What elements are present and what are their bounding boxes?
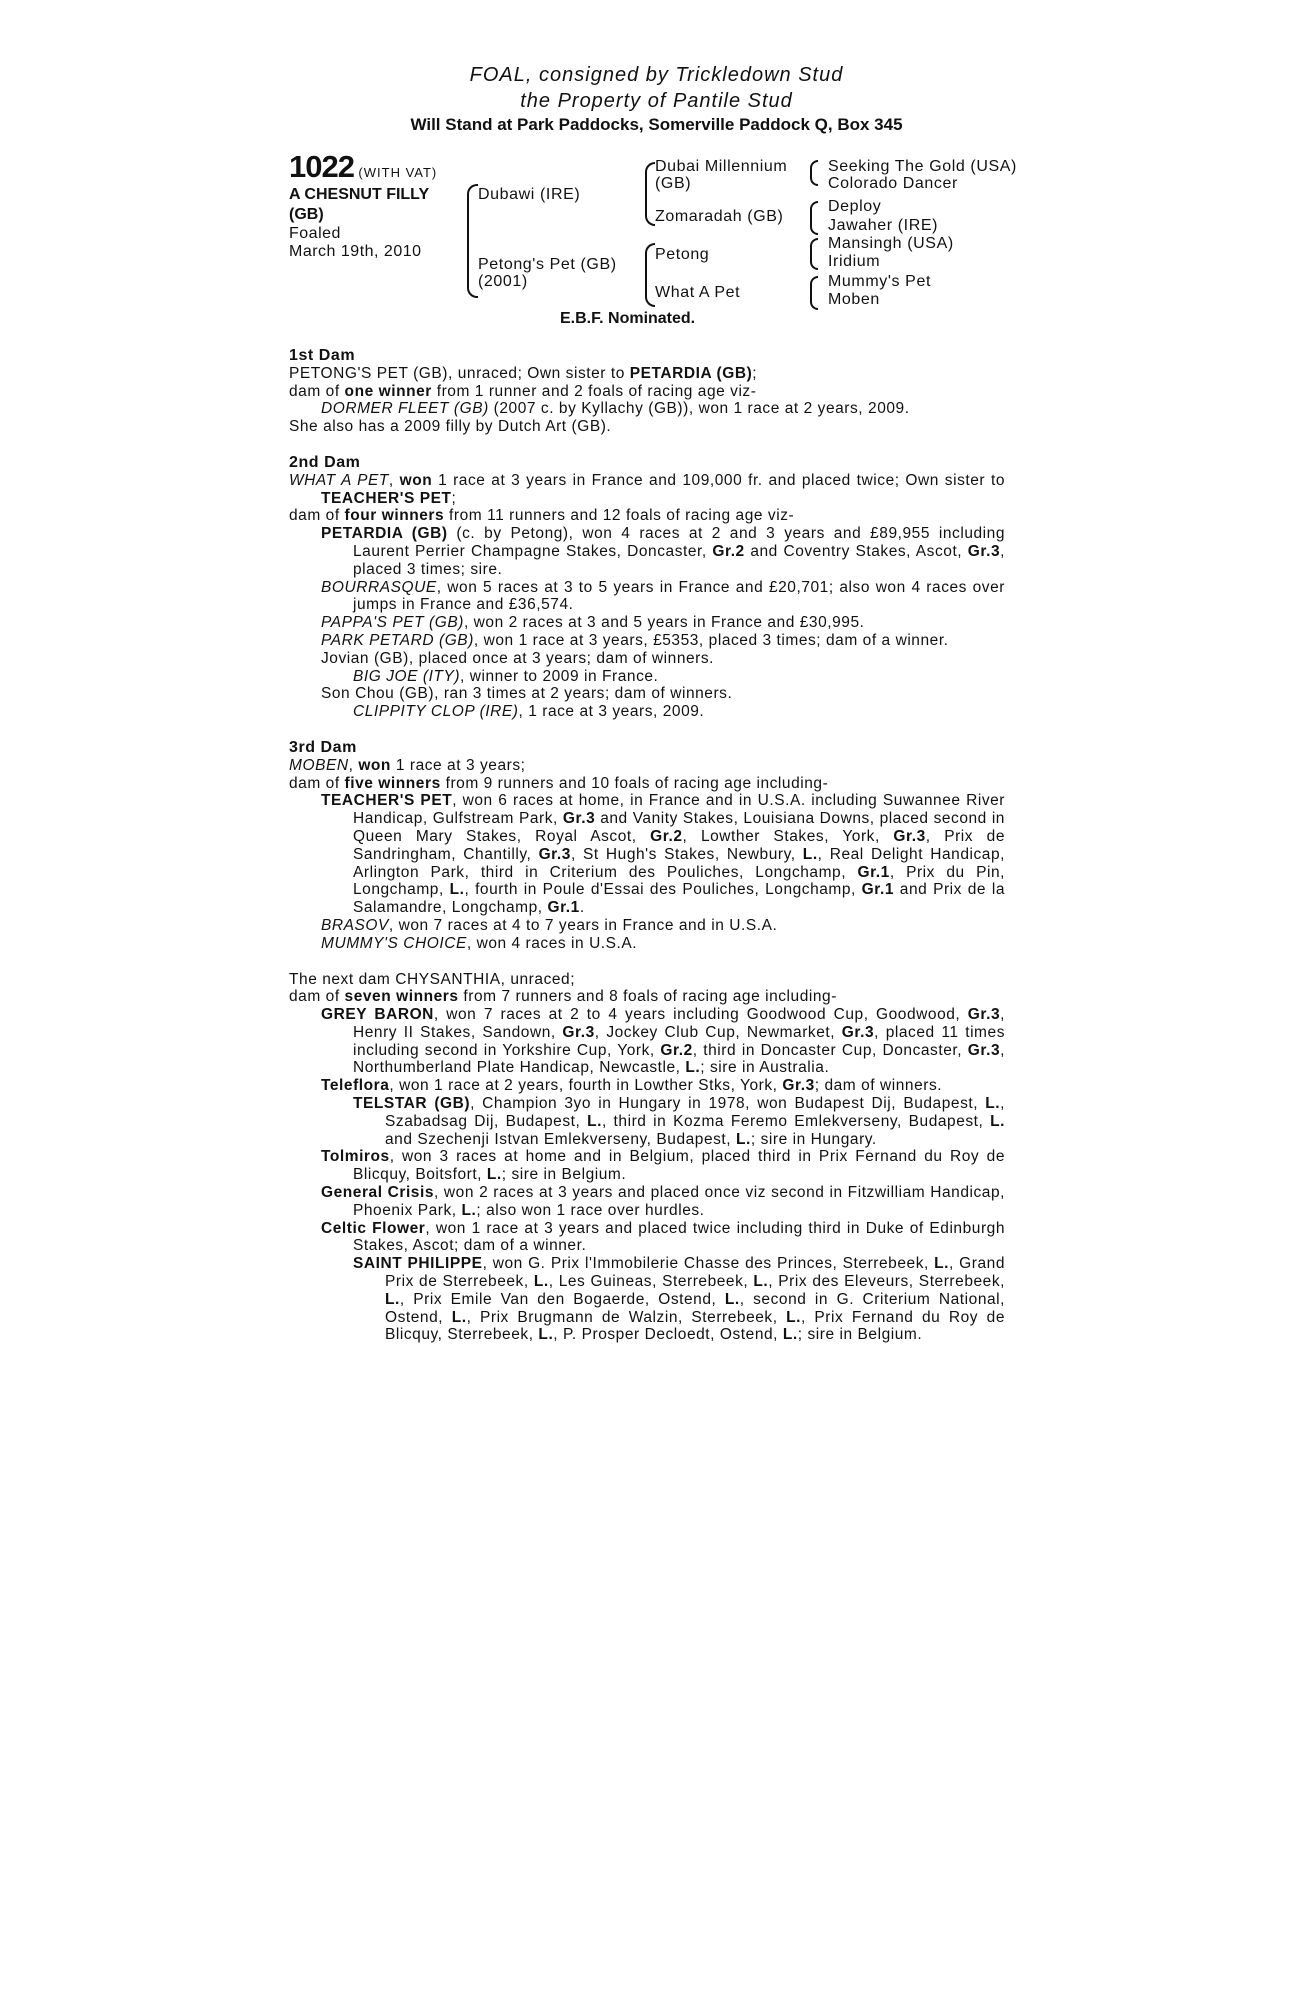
produce-item: General Crisis, won 2 races at 3 years and placed once viz second in Fitzwilliam Handicap, Phoenix Park, L.; also won 1 race over hurdles. (321, 1184, 1006, 1219)
gg-dam-4: Moben (828, 291, 880, 308)
produce-item: Teleflora, won 1 race at 2 years, fourth in Lowther Stks, York, Gr.3; dam of winners. (321, 1077, 943, 1095)
horse-name-line1: A CHESNUT FILLY (289, 186, 430, 203)
dam-year: (2001) (478, 273, 528, 290)
pedigree-brace-sd (810, 201, 818, 235)
sire-name: Dubawi (IRE) (478, 186, 581, 203)
second-dam-produce-summary: dam of four winners from 11 runners and 12 foals of racing age viz- (289, 507, 795, 525)
ebf-nomination: E.B.F. Nominated. (560, 310, 696, 327)
lot-number: 1022 (289, 149, 354, 184)
third-dam-heading: 3rd Dam (289, 738, 357, 756)
property-line: the Property of Pantile Stud (520, 90, 793, 112)
next-dam-produce-summary: dam of seven winners from 7 runners and 8 foals of racing age including- (289, 988, 837, 1006)
dams-sire: Petong (655, 246, 710, 263)
dams-dam: What A Pet (655, 284, 741, 301)
pedigree-brace-ds (810, 238, 818, 270)
produce-item: TEACHER'S PET, won 6 races at home, in France and in U.S.A. including Suwannee River Handicap, Gulfstream Park, Gr.3 and Vanity Stakes, Louisiana Downs, placed second in Queen Mary Stakes, Royal Ascot, Gr.2, Lowther Stakes, York, Gr.3, Prix de Sandringham, Chantilly, Gr.3, St Hugh's Stakes, Newbury, L., Real Delight Handicap, Arlington Park, third in Criterium des Pouliches, Longchamp, Gr.1, Prix du Pin, Longchamp, L., fourth in Poule d'Essai des Pouliches, Longchamp, Gr.1 and Prix de la Salamandre, Longchamp, Gr.1. (321, 792, 1005, 917)
foaled-label: Foaled (289, 225, 341, 242)
gg-sire-1: Seeking The Gold (USA) (828, 158, 1017, 175)
sires-sire-country: (GB) (655, 175, 692, 192)
consignor-line: FOAL, consigned by Trickledown Stud (469, 64, 844, 86)
produce-item: BIG JOE (ITY), winner to 2009 in France. (353, 667, 659, 685)
pedigree-brace-ss (810, 160, 818, 186)
gg-sire-3: Mansingh (USA) (828, 235, 954, 252)
first-dam-foal: DORMER FLEET (GB) (2007 c. by Kyllachy (GB)), won 1 race at 2 years, 2009. (321, 400, 910, 418)
vat-note: (WITH VAT) (358, 165, 438, 180)
produce-item: Tolmiros, won 3 races at home and in Belgium, placed third in Prix Fernand du Roy de Blicquy, Boitsfort, L.; sire in Belgium. (321, 1148, 1005, 1184)
pedigree-brace-dam (645, 243, 655, 307)
sires-dam: Zomaradah (GB) (655, 208, 784, 225)
first-dam-heading: 1st Dam (289, 347, 356, 364)
section-spacer (289, 953, 1005, 971)
pedigree-brace-sire (645, 162, 655, 226)
third-dam-entry: MOBEN, won 1 race at 3 years; (289, 756, 526, 774)
horse-description (289, 185, 469, 225)
gg-dam-1: Colorado Dancer (828, 175, 958, 192)
produce-item: BOURRASQUE, won 5 races at 3 to 5 years in France and £20,701; also won 4 races over jumps in France and £36,574. (321, 578, 1005, 614)
pedigree-brace-dd (810, 276, 818, 310)
first-dam-produce-summary: dam of one winner from 1 runner and 2 foals of racing age viz- (289, 382, 757, 400)
second-dam-heading: 2nd Dam (289, 453, 361, 471)
dam-name: Petong's Pet (GB) (478, 256, 617, 273)
produce-item: SAINT PHILIPPE, won G. Prix l'Immobilerie Chasse des Princes, Sterrebeek, L., Grand Prix de Sterrebeek, L., Les Guineas, Sterrebeek, L., Prix des Eleveurs, Sterrebeek, L., Prix Emile Van den Bogaerde, Ostend, L., second in G. Criterium National, Ostend, L., Prix Brugmann de Walzin, Sterrebeek, L., Prix Fernand du Roy de Blicquy, Sterrebeek, L., P. Prosper Decloedt, Ostend, L.; sire in Belgium. (353, 1255, 1006, 1344)
produce-item: GREY BARON, won 7 races at 2 to 4 years including Goodwood Cup, Goodwood, Gr.3, Henry II Stakes, Sandown, Gr.3, Jockey Club Cup, Newmarket, Gr.3, placed 11 times including second in Yorkshire Cup, York, Gr.2, third in Doncaster Cup, Doncaster, Gr.3, Northumberland Plate Handicap, Newcastle, L.; sire in Australia. (321, 1006, 1005, 1077)
first-dam-note: She also has a 2009 filly by Dutch Art (GB). (289, 418, 612, 436)
pedigree-notes (289, 347, 1005, 1344)
produce-item: PAPPA'S PET (GB), won 2 races at 3 and 5 years in France and £30,995. (321, 614, 865, 632)
second-dam-entry: WHAT A PET, won 1 race at 3 years in France and 109,000 fr. and placed twice; Own sister to TEACHER'S PET; (289, 471, 1005, 507)
gg-dam-3: Iridium (828, 253, 881, 270)
horse-name-line2: (GB) (289, 206, 324, 223)
gg-dam-2: Jawaher (IRE) (828, 217, 939, 234)
produce-item: Son Chou (GB), ran 3 times at 2 years; dam of winners. (321, 685, 733, 703)
first-dam-entry: PETONG'S PET (GB), unraced; Own sister to PETARDIA (GB); (289, 364, 758, 382)
produce-item: Celtic Flower, won 1 race at 3 years and placed twice including third in Duke of Edinburgh Stakes, Ascot; dam of a winner. (321, 1219, 1006, 1255)
stable-location: Will Stand at Park Paddocks, Somerville Paddock Q, Box 345 (410, 115, 903, 134)
produce-item: BRASOV, won 7 races at 4 to 7 years in France and in U.S.A. (321, 916, 778, 934)
third-dam-produce-summary: dam of five winners from 9 runners and 10 foals of racing age including- (289, 774, 829, 792)
gg-sire-4: Mummy's Pet (828, 273, 931, 290)
produce-item: PETARDIA (GB) (c. by Petong), won 4 races at 2 and 3 years and £89,955 including Laurent Perrier Champagne Stakes, Doncaster, Gr.2 and Coventry Stakes, Ascot, Gr.3, placed 3 times; sire. (321, 525, 1006, 578)
produce-item: CLIPPITY CLOP (IRE), 1 race at 3 years, 2009. (353, 703, 705, 721)
sires-sire: Dubai Millennium (655, 158, 788, 175)
produce-item: PARK PETARD (GB), won 1 race at 3 years, £5353, placed 3 times; dam of a winner. (321, 631, 949, 649)
lot-info (289, 149, 469, 261)
produce-item: TELSTAR (GB), Champion 3yo in Hungary in 1978, won Budapest Dij, Budapest, L., Szabadsag Dij, Budapest, L., third in Kozma Feremo Emlekverseny, Budapest, L. and Szechenji Istvan Emlekverseny, Budapest, L.; sire in Hungary. (353, 1095, 1006, 1148)
gg-sire-2: Deploy (828, 198, 882, 215)
foaled-date: March 19th, 2010 (289, 243, 422, 260)
produce-item: MUMMY'S CHOICE, won 4 races in U.S.A. (321, 934, 638, 952)
pedigree-brace-main (467, 184, 478, 298)
produce-item: Jovian (GB), placed once at 3 years; dam of winners. (321, 649, 715, 667)
next-dam-entry: The next dam CHYSANTHIA, unraced; (289, 970, 576, 988)
